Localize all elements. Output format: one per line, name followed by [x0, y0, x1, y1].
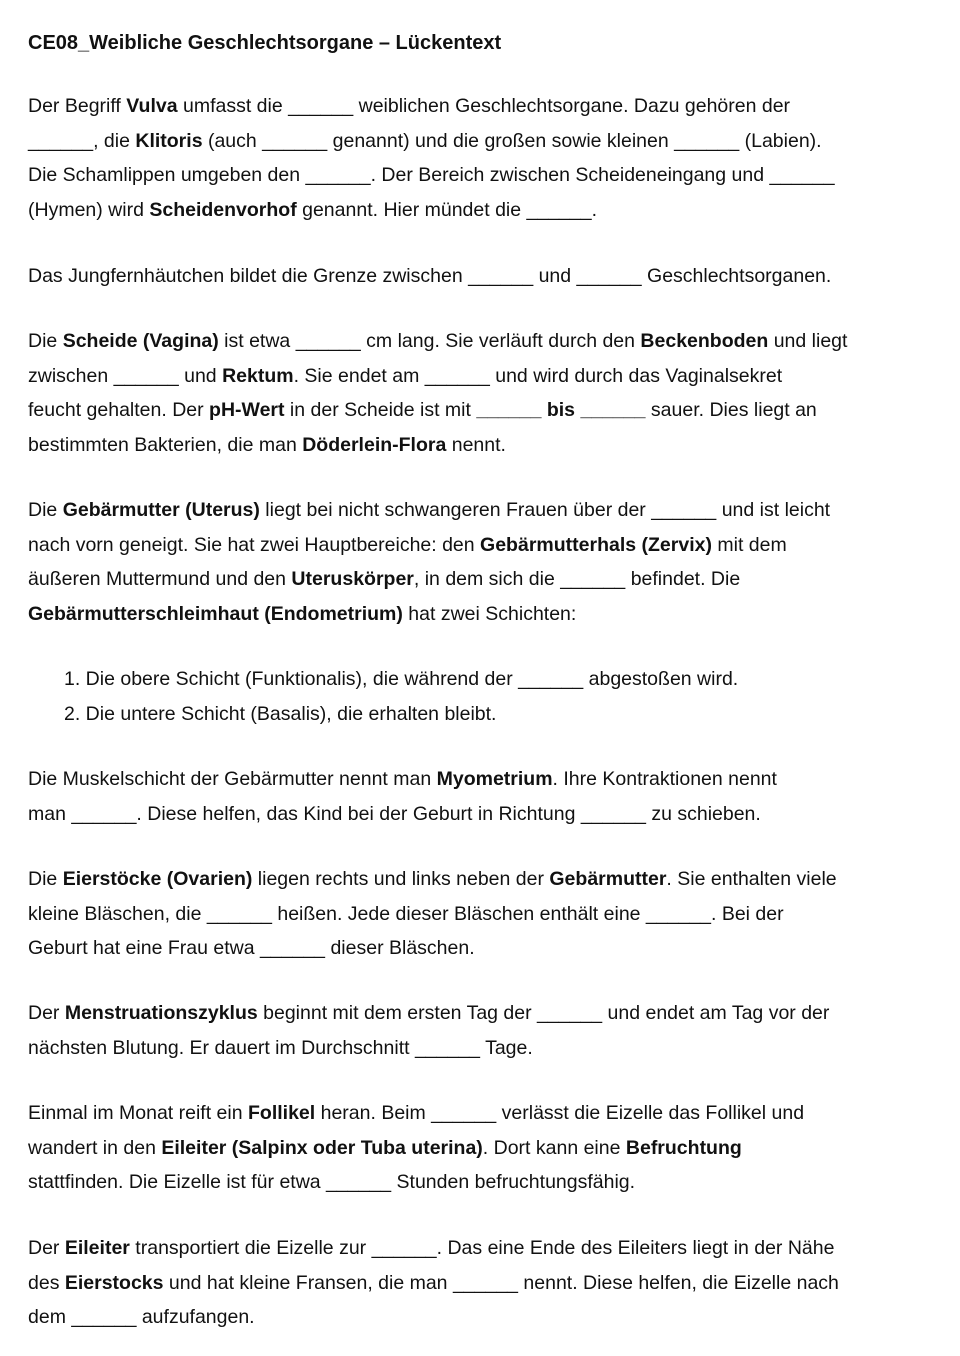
text-line [64, 662, 944, 697]
paragraph-fallopian-tube [28, 1231, 948, 1335]
text-segment: des [28, 1271, 65, 1294]
text-line [28, 1031, 948, 1066]
bold-term: Klitoris [135, 129, 203, 152]
bold-term: Gebärmutter [549, 868, 667, 890]
text-segment: Geburt hat eine Frau etwa ______ dieser Bläschen. [28, 937, 475, 960]
paragraph-ovaries [28, 862, 948, 966]
paragraph-hymen [28, 259, 948, 294]
text-line [28, 393, 948, 428]
text-line [28, 562, 948, 597]
bold-term: Eierstocks [64, 1271, 164, 1294]
text-segment: (auch ______ genannt) und die großen sowie kleinen ______ (Labien). [202, 129, 822, 152]
text-segment: man ______. Diese helfen, das Kind bei der Geburt in Richtung ______ zu schieben. [28, 802, 761, 825]
text-segment: ______, die [28, 129, 136, 152]
bold-term: Uteruskörper [291, 568, 414, 591]
text-line [28, 259, 948, 294]
text-segment: Der Begriff [28, 95, 127, 117]
text-segment: feucht gehalten. Der [28, 399, 210, 422]
text-segment: 1. Die obere Schicht (Funktionalis), die während der ______ abgestoßen wird. [64, 668, 739, 690]
text-segment: hat zwei Schichten: [402, 603, 577, 626]
bold-term: Eileiter [64, 1237, 130, 1259]
text-segment: sauer. Dies liegt an [645, 399, 817, 422]
text-segment: . Sie endet am ______ und wird durch das Vaginalsekret [293, 364, 783, 387]
text-line [28, 1096, 948, 1131]
bold-term: Rektum [222, 364, 294, 387]
text-line [28, 158, 948, 193]
text-segment: zwischen ______ und [28, 364, 223, 387]
text-segment: liegt bei nicht schwangeren Frauen über der ______ und ist leicht [259, 499, 831, 521]
text-segment: Der [28, 1237, 65, 1259]
text-segment: , in dem sich die ______ befindet. Die [413, 568, 741, 591]
text-segment: und liegt [768, 330, 848, 352]
bold-term: Follikel [248, 1102, 316, 1124]
bold-term: Gebärmutterschleimhaut (Endometrium) [28, 603, 403, 626]
text-line [28, 493, 948, 528]
text-line [28, 996, 948, 1031]
text-segment: genannt. Hier mündet die ______. [296, 199, 598, 222]
bold-term: Gebärmutter (Uterus) [62, 499, 260, 521]
bold-term: Eileiter (Salpinx oder Tuba uterina) [161, 1136, 483, 1159]
text-segment: liegen rechts und links neben der [252, 868, 550, 890]
text-segment: Die Schamlippen umgeben den ______. Der Bereich zwischen Scheideneingang und ______ [28, 164, 835, 187]
text-segment: . Dort kann eine [482, 1136, 626, 1159]
bold-term: pH-Wert [209, 399, 285, 422]
bold-term: Vulva [126, 95, 178, 117]
text-segment: beginnt mit dem ersten Tag der ______ und endet am Tag vor der [257, 1002, 830, 1024]
text-segment: nach vorn geneigt. Sie hat zwei Hauptbereiche: den [28, 533, 481, 556]
text-segment: Die Muskelschicht der Gebärmutter nennt man [28, 768, 437, 790]
text-segment: dem ______ aufzufangen. [28, 1306, 255, 1329]
text-line [28, 897, 948, 932]
text-segment: . Sie enthalten viele [666, 868, 837, 890]
text-segment: transportiert die Eizelle zur ______. Das eine Ende des Eileiters liegt in der Nähe [129, 1237, 835, 1259]
bold-term: Eierstöcke (Ovarien) [62, 868, 253, 890]
bold-term: Menstruationszyklus [64, 1002, 258, 1024]
text-line [28, 359, 948, 394]
text-segment: Die [28, 330, 63, 352]
paragraph-vulva [28, 89, 948, 228]
list-endometrium-layers [64, 662, 944, 731]
text-segment: äußeren Muttermund und den [28, 568, 292, 591]
text-segment: Die [28, 868, 63, 890]
text-line [28, 324, 948, 359]
text-segment: mit dem [711, 533, 787, 556]
text-line [28, 862, 948, 897]
text-segment: (Hymen) wird [28, 199, 150, 222]
text-line [28, 797, 948, 832]
bold-term: Döderlein-Flora [302, 434, 447, 457]
text-line [64, 697, 944, 732]
bold-term: Beckenboden [640, 330, 769, 352]
bold-term: ______ bis ______ [476, 399, 646, 422]
text-segment: Die [28, 499, 63, 521]
text-segment: nennt. [446, 434, 506, 457]
paragraph-uterus [28, 493, 948, 632]
paragraph-vagina [28, 324, 948, 463]
text-segment: Einmal im Monat reift ein [28, 1102, 248, 1124]
text-line [28, 1300, 948, 1335]
text-line [28, 597, 948, 632]
text-segment: bestimmten Bakterien, die man [28, 434, 303, 457]
text-segment: und hat kleine Fransen, die man ______ nennt. Diese helfen, die Eizelle nach [163, 1271, 839, 1294]
text-line [28, 124, 948, 159]
text-segment: 2. Die untere Schicht (Basalis), die erhalten bleibt. [64, 702, 497, 725]
text-segment: in der Scheide ist mit [284, 399, 477, 422]
text-line [28, 1266, 948, 1301]
text-segment: umfasst die ______ weiblichen Geschlechtsorgane. Dazu gehören der [177, 95, 791, 117]
text-line [28, 1165, 948, 1200]
bold-term: Scheide (Vagina) [62, 330, 219, 352]
text-line [28, 89, 948, 124]
bold-term: Befruchtung [625, 1136, 742, 1159]
text-line [28, 931, 948, 966]
text-segment: ist etwa ______ cm lang. Sie verläuft durch den [218, 330, 641, 352]
text-line [28, 428, 948, 463]
text-segment: stattfinden. Die Eizelle ist für etwa ______ Stunden befruchtungsfähig. [28, 1171, 636, 1194]
paragraph-follicle [28, 1096, 948, 1200]
text-segment: wandert in den [28, 1136, 162, 1159]
bold-term: Scheidenvorhof [149, 199, 297, 222]
text-segment: nächsten Blutung. Er dauert im Durchschnitt ______ Tage. [28, 1036, 533, 1059]
bold-term: Gebärmutterhals (Zervix) [480, 533, 712, 556]
bold-term: Myometrium [436, 768, 553, 790]
text-line [28, 193, 948, 228]
page-title: CE08_Weibliche Geschlechtsorgane – Lückentext [28, 32, 502, 54]
text-segment: Das Jungfernhäutchen bildet die Grenze zwischen ______ und ______ Geschlechtsorganen. [28, 265, 832, 287]
paragraph-menstrual-cycle [28, 996, 948, 1065]
text-segment: Der [28, 1002, 65, 1024]
text-segment: heran. Beim ______ verlässt die Eizelle das Follikel und [315, 1102, 805, 1124]
paragraph-myometrium [28, 762, 948, 831]
text-line [28, 762, 948, 797]
text-segment: kleine Bläschen, die ______ heißen. Jede dieser Bläschen enthält eine ______. Bei der [28, 902, 784, 925]
text-segment: . Ihre Kontraktionen nennt [552, 768, 777, 790]
text-line [28, 1231, 948, 1266]
text-line [28, 1131, 948, 1166]
text-line [28, 528, 948, 563]
